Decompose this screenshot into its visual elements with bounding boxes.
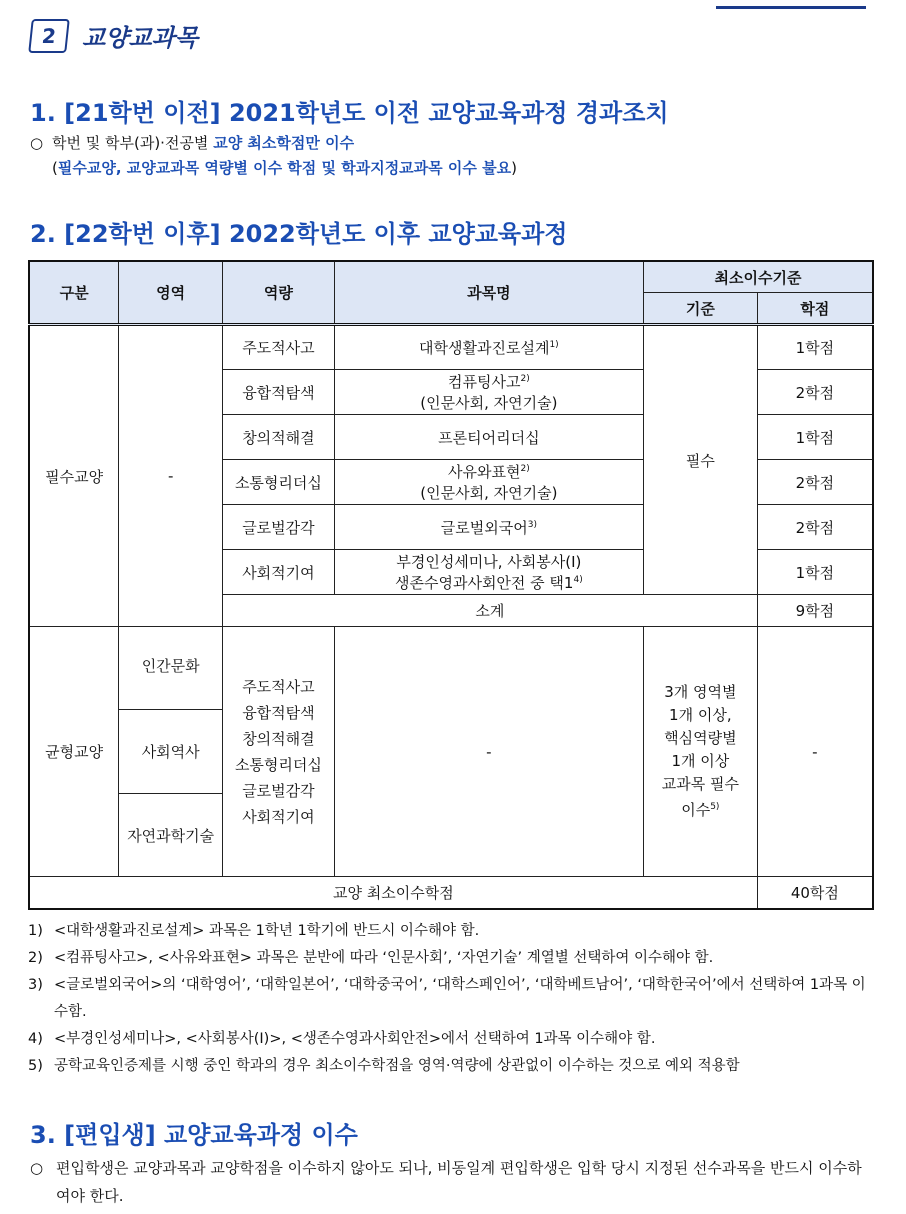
header-category: 구분 [29, 261, 119, 325]
balanced-area: 사회역사 [119, 710, 223, 794]
total-value: 40학점 [757, 877, 873, 909]
footnote: 1) <대학생활과진로설계> 과목은 1학년 1학기에 반드시 이수해야 함. [28, 923, 480, 939]
header-course: 과목명 [334, 261, 643, 325]
table-cell-competency: 글로벌감각 [223, 505, 335, 550]
table-cell-course: 컴퓨팅사고$^{2)}$ (인문사회, 자연기술) [334, 370, 643, 415]
footnote: 5) 공학교육인증제를 시행 중인 학과의 경우 최소이수학점을 영역·역량에 상관없이 이수하는 것으로 예외 적용함 [28, 1058, 740, 1074]
header-rule [716, 0, 866, 9]
section1-heading: 1. [21학번 이전] 2021학년도 이전 교양교육과정 경과조치 [30, 99, 669, 127]
curriculum-table [28, 260, 874, 910]
required-area: - [119, 325, 223, 627]
section1-note: 필수교양, 교양교과목 역량별 이수 학점 및 학과지정교과목 이수 불요 [57, 159, 512, 177]
balanced-criterion: 3개 영역별 1개 이상, 핵심역량별 1개 이상 교과목 필수 이수$^{5)}$ [643, 627, 757, 877]
section2-heading: 2. [22학번 이후] 2022학년도 이후 교양교육과정 [30, 220, 568, 248]
table-cell-competency: 융합적탐색 [223, 370, 335, 415]
footnote: 2) <컴퓨팅사고>, <사유와표현> 과목은 분반에 따라 ‘인문사회’, ‘자연기술’ 계열별 선택하여 이수해야 함. [28, 950, 714, 966]
table-cell-credits: 1학점 [757, 415, 873, 460]
chapter-title: 교양교과목 [82, 23, 198, 52]
required-category: 필수교양 [29, 325, 119, 627]
section1-text: 학번 및 학부(과)·전공별 [52, 134, 209, 152]
subtotal-label: 소계 [223, 595, 758, 627]
table-cell-competency: 소통형리더십 [223, 460, 335, 505]
table-cell-credits: 2학점 [757, 370, 873, 415]
required-criterion: 필수 [643, 325, 757, 595]
bullet-circle: ○ [30, 134, 44, 152]
table-cell-course: 글로벌외국어$^{3)}$ [334, 505, 643, 550]
section1-body [30, 131, 517, 181]
chapter-number-badge: 2 [28, 19, 70, 53]
footnote: 4) <부경인성세미나>, <사회봉사(Ⅰ)>, <생존수영과사회안전>에서 선택하여 1과목 이수해야 함. [28, 1031, 656, 1047]
balanced-course: - [334, 627, 643, 877]
table-cell-competency: 창의적해결 [223, 415, 335, 460]
table-cell-credits: 2학점 [757, 505, 873, 550]
balanced-competencies: 주도적사고 융합적탐색 창의적해결 소통형리더십 글로벌감각 사회적기여 [223, 627, 335, 877]
paren-close: ) [511, 159, 517, 177]
subtotal-value: 9학점 [757, 595, 873, 627]
total-label: 교양 최소이수학점 [29, 877, 757, 909]
table-cell-credits: 2학점 [757, 460, 873, 505]
table-cell-course: 사유와표현$^{2)}$ (인문사회, 자연기술) [334, 460, 643, 505]
balanced-category: 균형교양 [29, 627, 119, 877]
section1-highlight: 교양 최소학점만 이수 [213, 134, 355, 152]
header-criterion: 기준 [643, 293, 757, 325]
section3-heading: 3. [편입생] 교양교육과정 이수 [30, 1121, 358, 1149]
header-credits: 학점 [757, 293, 873, 325]
section3-text: 편입학생은 교양과목과 교양학점을 이수하지 않아도 되나, 비동일계 편입학생은 입학 당시 지정된 선수과목을 반드시 이수하여야 한다. [56, 1159, 862, 1205]
table-cell-course: 대학생활과진로설계$^{1)}$ [334, 325, 643, 370]
table-cell-competency: 주도적사고 [223, 325, 335, 370]
paren-open: ( [52, 159, 58, 177]
table-cell-course: 프론티어리더십 [334, 415, 643, 460]
footnotes [28, 918, 878, 1080]
balanced-credits: - [757, 627, 873, 877]
header-area: 영역 [119, 261, 223, 325]
section3-body [30, 1154, 876, 1210]
table-cell-credits: 1학점 [757, 325, 873, 370]
bullet-circle: ○ [30, 1159, 44, 1177]
header-competency: 역량 [223, 261, 335, 325]
header-min-req: 최소이수기준 [643, 261, 873, 293]
balanced-area: 자연과학기술 [119, 794, 223, 877]
footnote: 3) <글로벌외국어>의 ‘대학영어’, ‘대학일본어’, ‘대학중국어’, ‘대학스페인어’, ‘대학베트남어’, ‘대학한국어’에서 선택하여 1과목 이수함. [28, 977, 866, 1020]
table-cell-competency: 사회적기여 [223, 550, 335, 595]
table-cell-course: 부경인성세미나, 사회봉사(Ⅰ) 생존수영과사회안전 중 택1$^{4)}$ [334, 550, 643, 595]
table-cell-credits: 1학점 [757, 550, 873, 595]
chapter-heading [30, 18, 198, 53]
balanced-area: 인간문화 [119, 627, 223, 710]
